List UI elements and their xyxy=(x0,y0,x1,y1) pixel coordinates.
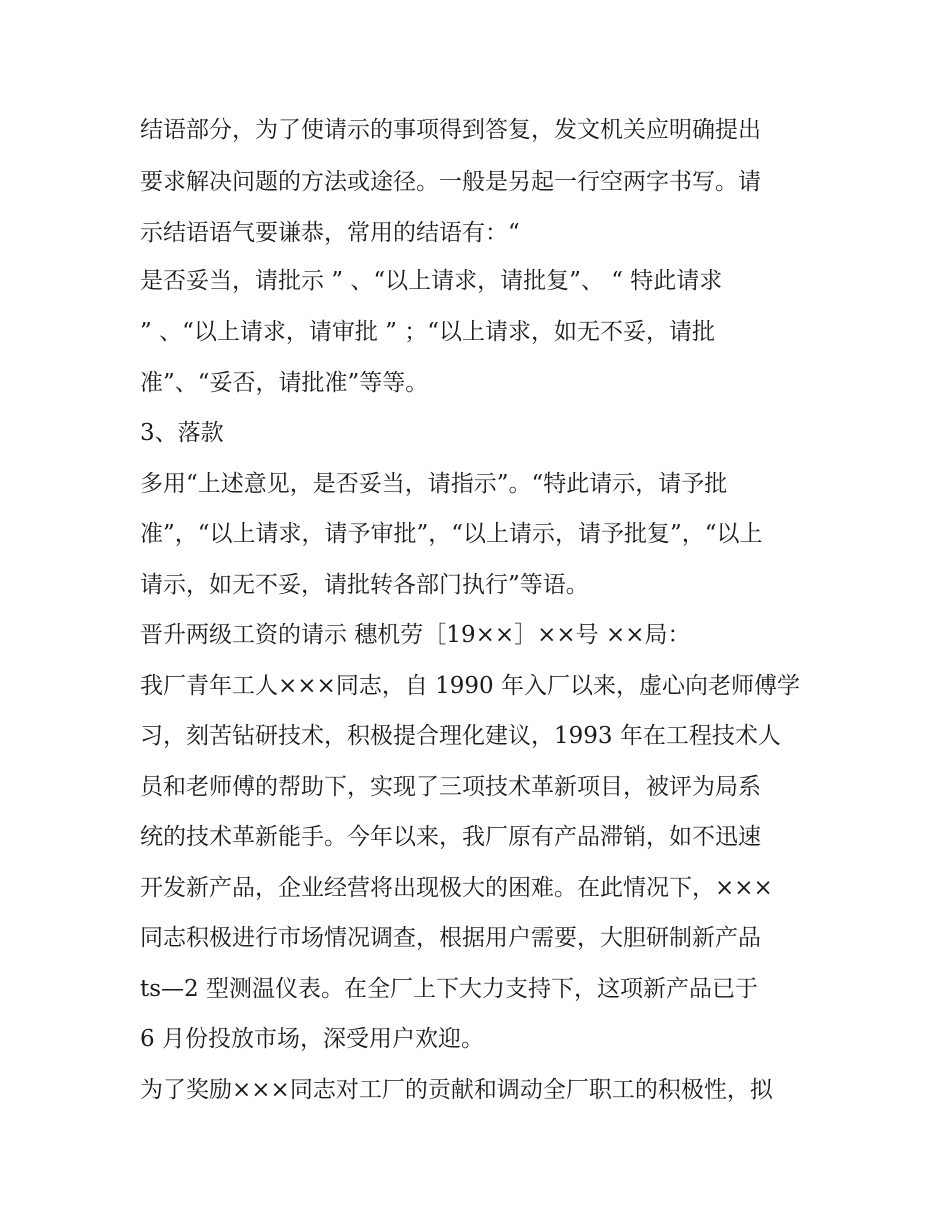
text-line: 要求解决问题的方法或途径。一般是另起一行空两字书写。请 xyxy=(140,169,761,195)
text-line: 示结语语气要谦恭，常用的结语有：“ xyxy=(140,220,520,246)
text-line: 多用“上述意见，是否妥当，请指示”。“特此请示，请予批 xyxy=(140,471,728,497)
text-line: 我厂青年工人×××同志，自 1990 年入厂以来，虚心向老师傅学 xyxy=(140,673,800,699)
text-line: 为了奖励×××同志对工厂的贡献和调动全厂职工的积极性，拟 xyxy=(140,1077,773,1103)
text-line: 同志积极进行市场情况调查，根据用户需要，大胆研制新产品 xyxy=(140,925,761,951)
text-line: 开发新产品，企业经营将出现极大的困难。在此情况下，××× xyxy=(140,875,773,901)
text-line: 准”、“妥否，请批准”等等。 xyxy=(140,370,429,396)
document-title-line: 晋升两级工资的请示 穗机劳［19××］××号 ××局： xyxy=(140,622,691,648)
text-line: 统的技术革新能手。今年以来，我厂原有产品滞销，如不迅速 xyxy=(140,824,761,850)
text-line: 结语部分，为了使请示的事项得到答复，发文机关应明确提出 xyxy=(140,117,761,143)
text-line: ts—2 型测温仪表。在全厂上下大力支持下，这项新产品已于 xyxy=(140,976,758,1002)
text-line: 习，刻苦钻研技术，积极提合理化建议，1993 年在工程技术人 xyxy=(140,723,781,749)
text-line: 6 月份投放市场，深受用户欢迎。 xyxy=(140,1026,484,1052)
section-heading: 3、落款 xyxy=(140,420,224,446)
text-line: 是否妥当，请批示 ” 、“以上请求，请批复”、 “ 特此请求 xyxy=(140,268,723,294)
text-line: 准”，“以上请求，请予审批”，“以上请示，请予批复”，“以上 xyxy=(140,521,763,547)
text-line: ” 、“以上请求，请审批 ” ；“以上请求，如无不妥，请批 xyxy=(140,319,715,345)
text-line: 员和老师傅的帮助下，实现了三项技术革新项目，被评为局系 xyxy=(140,774,761,800)
text-line: 请示，如无不妥，请批转各部门执行”等语。 xyxy=(140,572,589,598)
